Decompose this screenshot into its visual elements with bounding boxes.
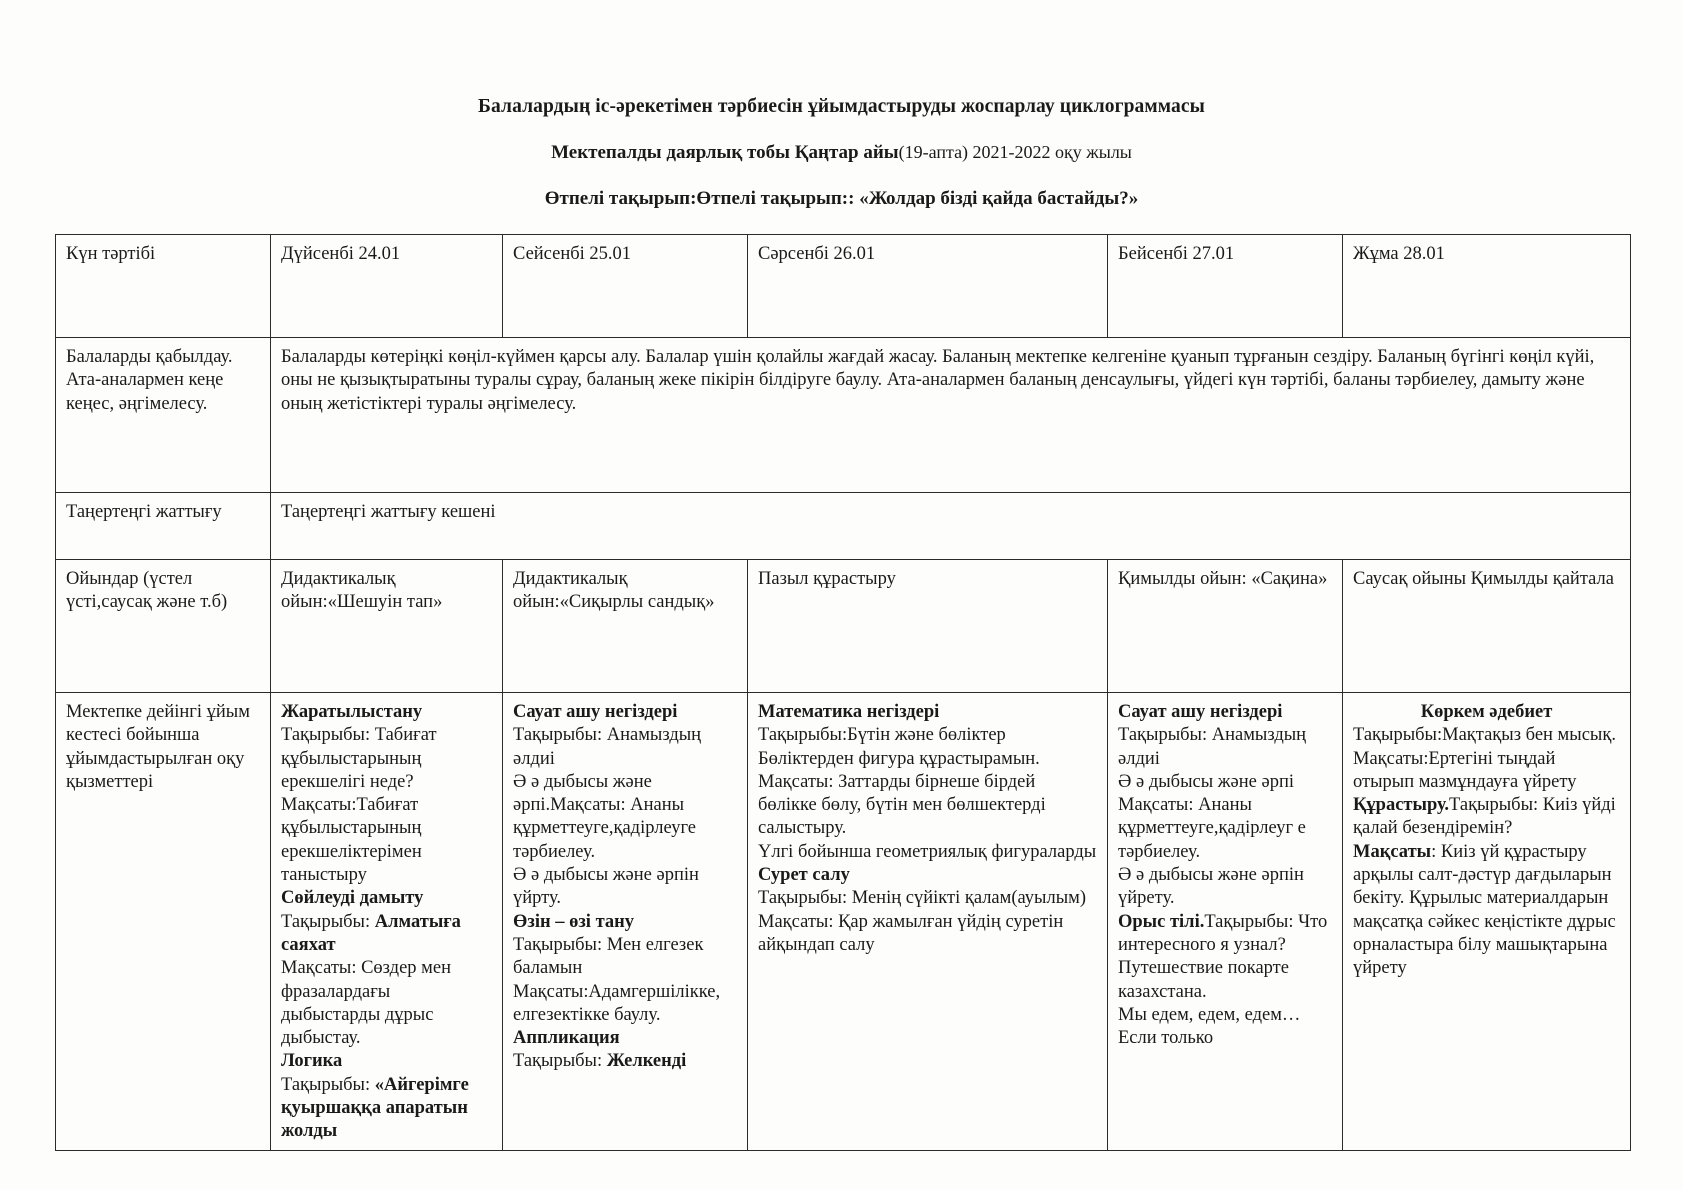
schedule-line: Тақырыбы: Менің сүйікті қалам(ауылым) xyxy=(758,888,1086,909)
schedule-line: Математика негіздері xyxy=(758,702,940,722)
row-label-schedule: Мектепке дейінгі ұйым кестесі бойынша ұйымдастырылған оқу қызметтері xyxy=(56,693,271,1151)
schedule-friday xyxy=(1343,693,1631,1151)
table-row xyxy=(56,693,1631,1151)
schedule-wednesday xyxy=(748,693,1108,1151)
cyclogram-table xyxy=(55,234,1631,1151)
group-term-line xyxy=(0,142,1683,164)
schedule-line: Ә ә дыбысы және әрпін үйрету. xyxy=(1118,865,1304,909)
schedule-line: Аппликация xyxy=(513,1028,620,1049)
games-monday: Дидактикалық ойын:«Шешуін тап» xyxy=(271,560,503,693)
header-cell-friday: Жұма 28.01 xyxy=(1343,235,1631,338)
row-label-games: Ойындар (үстел үсті,саусақ және т.б) xyxy=(56,560,271,693)
document-headings xyxy=(0,0,1683,210)
schedule-line: Мақсаты: Киіз үй құрастыру арқылы салт-дәстүр дағдыларын бекіту. Құрылыс материалдарын мақсатқа сәйкес кеңістікте дұрыс орналастыра білу машықтарына үйрету xyxy=(1353,841,1616,979)
schedule-line: Өзін – өзі тану xyxy=(513,911,635,932)
table-row xyxy=(56,493,1631,560)
page-title: Балалардың іс-әрекетімен тәрбиесін ұйымдастыруды жоспарлау циклограммасы xyxy=(478,96,1205,117)
schedule-line: Тақырыбы:Мақтақыз бен мысық. Мақсаты:Ертегіні тыңдай отырып мазмұндауға үйрету xyxy=(1353,725,1616,792)
schedule-line: Тақырыбы: Анамыздың әлдиі xyxy=(513,725,702,769)
schedule-line: Тақырыбы: Алматыға саяхат xyxy=(281,911,461,955)
schedule-line: Логика xyxy=(281,1051,343,1072)
schedule-line: Тақырыбы: Желкенді xyxy=(513,1051,687,1072)
schedule-line: Көркем әдебиет xyxy=(1420,702,1553,722)
schedule-line: Сурет салу xyxy=(758,865,850,886)
group-term-light: (19-апта) 2021-2022 оқу жылы xyxy=(898,142,1132,162)
table-header-row xyxy=(56,235,1631,338)
schedule-line: Мақсаты:Адамгершілікке, елгезектікке баулу. xyxy=(513,981,721,1025)
schedule-line: Сауат ашу негіздері xyxy=(1118,702,1283,722)
schedule-line: Тақырыбы: Анамыздың әлдиі xyxy=(1118,725,1307,769)
row-label-acceptance: Балаларды қабылдау. Ата-аналармен кеңе кеңес, әңгімелесу. xyxy=(56,338,271,493)
table-row xyxy=(56,560,1631,693)
schedule-line: Сөйлеуді дамыту xyxy=(281,888,424,909)
group-term-bold: Мектепалды даярлық тобы Қаңтар айы xyxy=(551,142,899,163)
row-label-morning-exercise: Таңертеңгі жаттығу xyxy=(56,493,271,560)
games-tuesday: Дидактикалық ойын:«Сиқырлы сандық» xyxy=(503,560,748,693)
schedule-line: Орыс тілі.Тақырыбы: Что интересного я узнал?Путешествие покарте казахстана. xyxy=(1118,911,1328,1002)
table-row xyxy=(56,338,1631,493)
schedule-line: Үлгі бойынша геометриялық фигураларды xyxy=(758,841,1097,862)
header-cell-thursday: Бейсенбі 27.01 xyxy=(1108,235,1343,338)
schedule-line: Мақсаты: Сөздер мен фразалардағы дыбыстарды дұрыс дыбыстау. xyxy=(281,958,451,1049)
row-content-morning-exercise: Таңертеңгі жаттығу кешені xyxy=(271,493,1631,560)
schedule-tuesday xyxy=(503,693,748,1151)
games-thursday: Қимылды ойын: «Сақина» xyxy=(1108,560,1343,693)
schedule-line: Құрастыру.Тақырыбы: Киіз үйді қалай безендіремін? xyxy=(1353,795,1616,839)
schedule-thursday xyxy=(1108,693,1343,1151)
schedule-monday xyxy=(271,693,503,1151)
theme-line: Өтпелі тақырып:Өтпелі тақырып:: «Жолдар бізді қайда бастайды?» xyxy=(544,188,1139,209)
schedule-line: Тақырыбы:Бүтін және бөліктер Бөліктерден фигура құрастырамын. Мақсаты: Заттарды бірнеше бірдей бөлікке бөлу, бүтін мен бөлшектерді салыстыру. xyxy=(758,725,1046,839)
schedule-line: Сауат ашу негіздері xyxy=(513,702,678,722)
header-cell-wednesday: Сәрсенбі 26.01 xyxy=(748,235,1108,338)
schedule-line: Жаратылыстану xyxy=(281,702,423,722)
schedule-line: Ә ә дыбысы және әрпі.Мақсаты: Ананы құрметтеуге,қадірлеуге тәрбиелеу. xyxy=(513,771,697,862)
row-content-acceptance: Балаларды көтеріңкі көңіл-күймен қарсы алу. Балалар үшін қолайлы жағдай жасау. Баланың мектепке келгеніне қуанып тұрғанын сездіру. Баланың бүгінгі көңіл күйі, оны не қызықтыратыны туралы сұрау, баланың жеке пікірін білдіруге баулу. Ата-аналармен баланың денсаулығы, үйдегі күн тәртібі, баланы тәрбиелеу, дамыту және оның жетістіктері туралы әңгімелесу. xyxy=(271,338,1631,493)
schedule-line: Ә ә дыбысы және әрпі Мақсаты: Ананы құрметтеуге,қадірлеуг е тәрбиелеу. xyxy=(1118,771,1306,862)
header-cell-tuesday: Сейсенбі 25.01 xyxy=(503,235,748,338)
games-wednesday: Пазыл құрастыру xyxy=(748,560,1108,693)
schedule-line: Тақырыбы: «Айгерімге қуыршаққа апаратын жолды xyxy=(281,1074,469,1142)
header-cell-regime: Күн тәртібі xyxy=(56,235,271,338)
schedule-line: Тақырыбы: Табиғат құбылыстарының ерекшелігі неде? Мақсаты:Табиғат құбылыстарының ерекшеліктерімен таныстыру xyxy=(281,725,437,886)
schedule-line: Мы едем, едем, едем… Если только xyxy=(1118,1004,1301,1049)
header-cell-monday: Дүйсенбі 24.01 xyxy=(271,235,503,338)
schedule-line: Мақсаты: Қар жамылған үйдің суретін айқындап салу xyxy=(758,911,1064,955)
schedule-line: Ә ә дыбысы және әрпін үйрту. xyxy=(513,865,699,909)
games-friday: Саусақ ойыны Қимылды қайтала xyxy=(1343,560,1631,693)
schedule-line: Тақырыбы: Мен елгезек баламын xyxy=(513,934,704,979)
